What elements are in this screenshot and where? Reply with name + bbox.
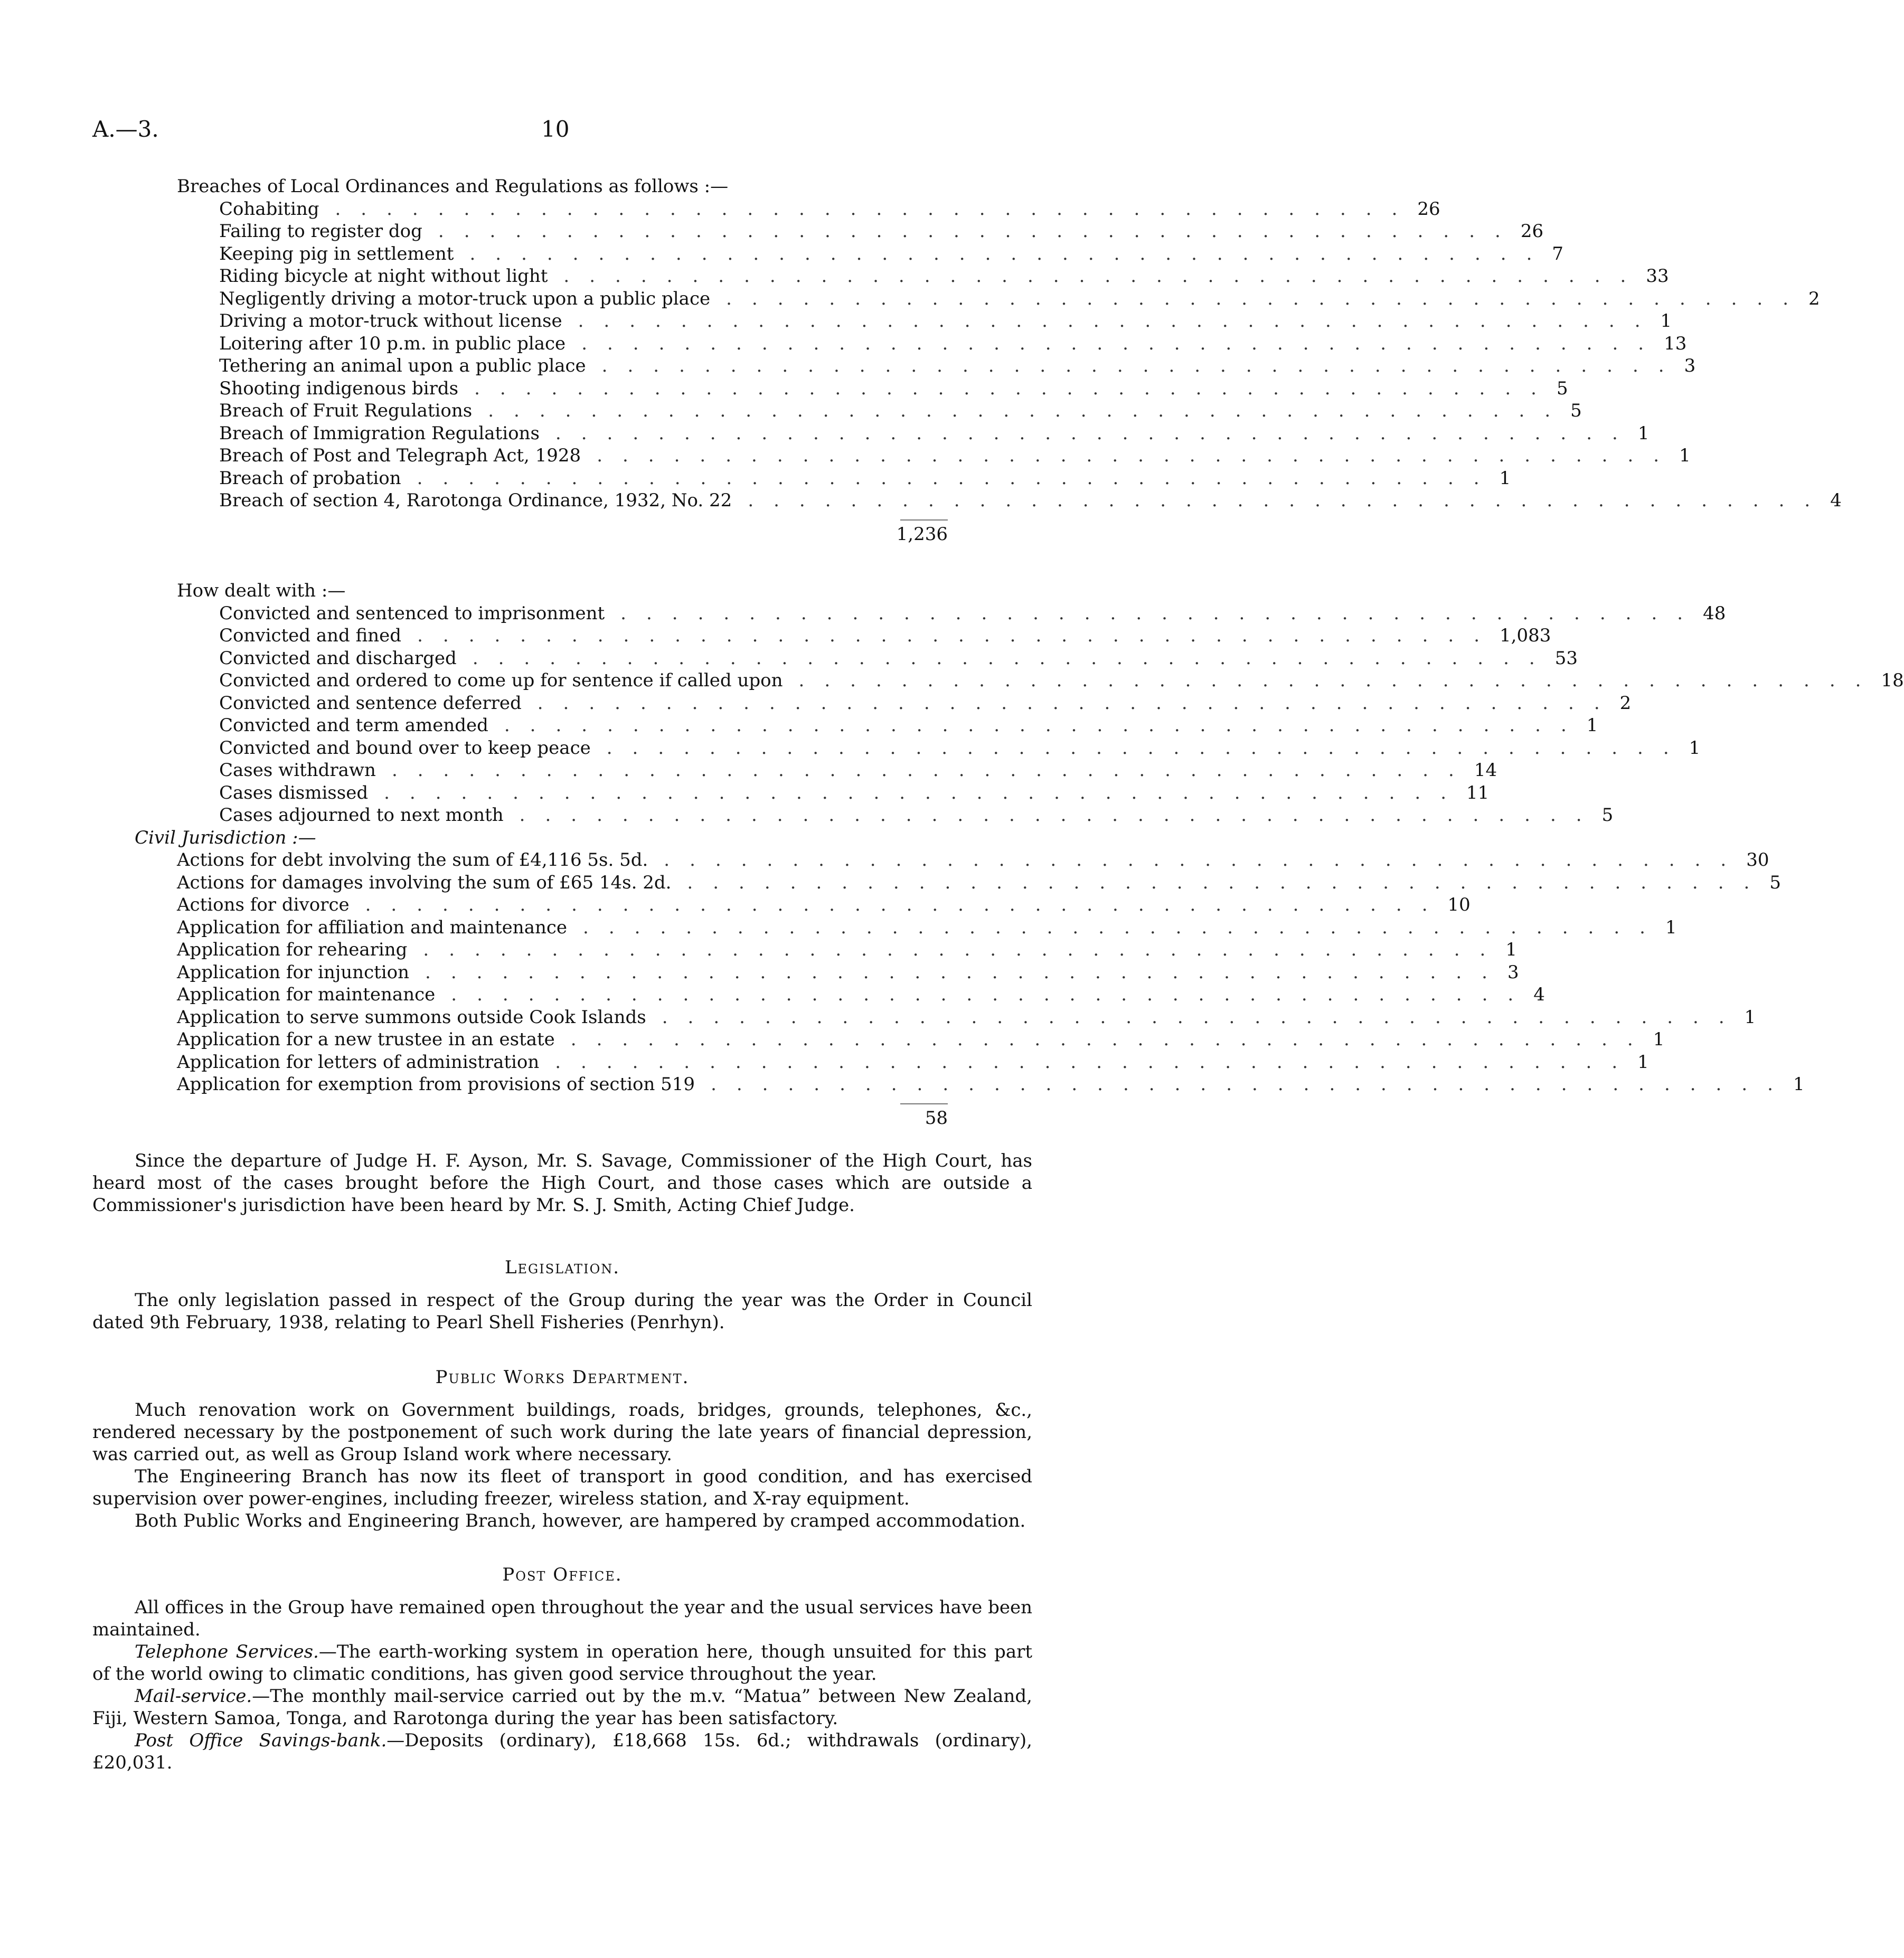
legislation-heading: Legislation. [504,1257,620,1278]
table-row [92,243,1564,266]
public-works-heading: Public Works Department. [435,1367,690,1388]
civil-rows [92,849,1805,1096]
leader-dots: .......................................... [417,625,1500,646]
row-value: 2 [1619,692,1632,714]
row-label: Application for letters of administration [177,1051,540,1073]
row-label: Cases adjourned to next month [219,805,504,826]
row-value: 1 [1653,1029,1665,1050]
dealt-table [92,580,1904,1132]
leader-dots: .......................................... [662,1006,1745,1028]
telephone-paragraph [92,1641,1032,1685]
row-label: Convicted and sentenced to imprisonment [219,602,605,624]
row-label: Application for rehearing [177,939,408,960]
table-row [92,1006,1756,1029]
row-label: Failing to register dog [219,221,422,242]
row-value: 3 [1507,961,1519,983]
leader-dots: .......................................... [748,490,1831,511]
post-office-intro: All offices in the Group have remained open throughout the year and the usual services have been maintained. [92,1597,1032,1640]
row-label: Cohabiting [219,198,319,220]
legislation-text: The only legislation passed in respect of the Group during the year was the Order in Council dated 9th February, 1938, relating to Pearl Shell Fisheries (Penrhyn). [92,1290,1032,1333]
row-label: Breach of Post and Telegraph Act, 1928 [219,445,581,466]
leader-dots: .......................................... [365,894,1448,915]
row-label: Actions for debt involving the sum of £4,116 5s. 5d. [177,849,648,871]
document-reference: A.—3. [92,116,159,142]
leader-dots: .......................................... [472,647,1555,669]
leader-dots: .......................................... [438,221,1521,242]
civil-total: 58 [925,1107,948,1129]
row-value: 7 [1552,243,1564,264]
row-value: 53 [1554,647,1578,669]
leader-dots: .......................................... [563,266,1646,287]
leader-dots: .......................................... [519,805,1602,826]
table-row [92,714,1598,737]
judge-paragraph: Since the departure of Judge H. F. Ayson, Mr. S. Savage, Commissioner of the High Court, has heard most of the cases brought before the High Court, and those cases which are outside a Commissioner's jurisdiction have been heard by Mr. S. J. Smith, Acting Chief Judge. [92,1150,1032,1216]
row-value: 1 [1665,916,1677,938]
row-label: Cases withdrawn [219,760,376,781]
row-value: 1,083 [1500,625,1551,646]
row-value: 3 [1684,355,1696,376]
table-row [92,647,1578,670]
row-value: 30 [1746,849,1769,871]
table-row [92,1073,1805,1096]
leader-dots: .......................................... [384,782,1467,803]
leader-dots: .......................................... [391,760,1474,781]
row-value: 33 [1646,266,1669,287]
row-label: Breach of Fruit Regulations [219,400,473,421]
row-value: 14 [1474,760,1497,781]
row-value: 11 [1466,782,1490,803]
table-row [92,444,1691,467]
table-row [92,288,1820,310]
row-label: Convicted and ordered to come up for sentence if called upon [219,670,783,691]
row-value: 48 [1703,602,1726,624]
telephone-text: —The earth-working system in operation here, though unsuited for this part of the world owing to climatic conditions, has given good service throughout the year. [92,1641,1033,1685]
legislation-section [92,1256,1032,1333]
row-value: 4 [1533,984,1545,1005]
row-label: Tethering an animal upon a public place [219,355,586,376]
row-label: Application for maintenance [177,984,436,1005]
row-label: Breach of probation [219,467,401,489]
leader-dots: .......................................... [417,467,1500,489]
breaches-total: 1,236 [896,523,948,545]
table-row [92,333,1687,355]
public-works-para-3: Both Public Works and Engineering Branch, however, are hampered by cramped accommodation. [135,1510,1026,1531]
page-number: 10 [541,116,570,142]
table-row [92,983,1545,1006]
row-label: Convicted and fined [219,625,402,646]
mail-label: Mail-service. [135,1686,252,1707]
leader-dots: .......................................... [570,1029,1653,1050]
table-row [92,669,1904,692]
leader-dots: .......................................... [578,310,1661,332]
civil-heading: Civil Jurisdiction :— [135,827,316,848]
public-works-para-2: The Engineering Branch has now its fleet of transport in good condition, and has exercised supervision over power-engines, including freezer, wireless station, and X-ray equipment. [92,1466,1032,1509]
leader-dots: .......................................... [664,849,1747,871]
row-value: 5 [1570,400,1582,421]
dealt-rows [92,602,1904,827]
table-row [92,422,1649,445]
telephone-label: Telephone Services. [135,1641,319,1662]
leader-dots: .......................................... [335,198,1418,220]
row-label: Riding bicycle at night without light [219,266,548,287]
savings-label: Post Office Savings-bank. [135,1730,387,1751]
leader-dots: .......................................... [687,872,1770,893]
dealt-heading: How dealt with :— [177,580,346,601]
table-row [92,198,1440,221]
table-row [92,400,1582,422]
table-row [92,872,1781,894]
row-label: Application for exemption from provisions of section 519 [177,1074,695,1095]
table-row [92,220,1544,243]
row-value: 5 [1601,805,1614,826]
public-works-para-1: Much renovation work on Government buildings, roads, bridges, grounds, telephones, &c., rendered necessary by the postponement of such work during the late years of financial depression, was carried out, as well as Group Island work where necessary. [92,1399,1032,1465]
row-label: Actions for damages involving the sum of £65 14s. 2d. [177,872,672,893]
row-value: 18 [1881,670,1904,691]
table-row [92,961,1519,984]
leader-dots: .......................................... [469,243,1552,264]
row-value: 1 [1505,939,1517,960]
table-row [92,804,1614,827]
leader-dots: .......................................... [555,422,1638,444]
table-row [92,692,1632,715]
row-value: 1 [1637,1051,1649,1073]
savings-text: —Deposits (ordinary), £18,668 15s. 6d.; withdrawals (ordinary), £20,031. [92,1730,1032,1773]
post-office-heading: Post Office. [502,1564,623,1585]
row-label: Shooting indigenous birds [219,377,459,399]
row-value: 1 [1586,715,1598,736]
row-value: 10 [1447,894,1471,915]
row-label: Actions for divorce [177,894,350,915]
leader-dots: .......................................... [583,916,1665,938]
row-value: 5 [1556,377,1568,399]
row-label: Convicted and bound over to keep peace [219,737,591,759]
row-label: Application for affiliation and maintenance [177,916,568,938]
leader-dots: .......................................... [451,984,1534,1005]
row-label: Keeping pig in settlement [219,243,454,264]
row-label: Negligently driving a motor-truck upon a public place [219,288,711,309]
mail-paragraph [92,1685,1032,1729]
row-value: 1 [1499,467,1511,489]
row-label: Breach of section 4, Rarotonga Ordinance, 1932, No. 22 [219,490,732,511]
leader-dots: .......................................... [488,400,1571,421]
leader-dots: .......................................... [597,445,1680,466]
table-row [92,1028,1665,1051]
table-row [92,782,1490,805]
table-row [92,625,1551,647]
table-row [92,602,1726,625]
row-value: 4 [1830,490,1842,511]
leader-dots: .......................................... [474,377,1557,399]
row-value: 26 [1520,221,1544,242]
table-row [92,894,1471,916]
table-row [92,377,1568,400]
row-label: Breach of Immigration Regulations [219,422,540,444]
leader-dots: .......................................... [537,692,1620,714]
row-label: Driving a motor-truck without license [219,310,562,332]
leader-dots: .......................................... [601,355,1684,376]
breaches-table [92,175,1842,548]
row-value: 1 [1660,310,1672,332]
savings-paragraph [92,1729,1032,1774]
row-value: 1 [1689,737,1701,759]
row-value: 2 [1808,288,1820,309]
table-row [92,310,1672,333]
leader-dots: .......................................... [555,1051,1638,1073]
table-row [92,939,1517,961]
row-label: Application to serve summons outside Cook Islands [177,1006,646,1028]
public-works-section [92,1366,1032,1532]
leader-dots: .......................................... [798,670,1881,691]
row-value: 1 [1744,1006,1756,1028]
breaches-rows [92,198,1842,512]
row-label: Convicted and term amended [219,715,488,736]
breaches-heading: Breaches of Local Ordinances and Regulations as follows :— [177,176,729,197]
leader-dots: .......................................... [711,1074,1793,1095]
row-label: Convicted and sentence deferred [219,692,522,714]
row-label: Loitering after 10 p.m. in public place [219,333,566,354]
row-label: Cases dismissed [219,782,369,803]
leader-dots: .......................................... [425,961,1507,983]
leader-dots: .......................................... [620,602,1703,624]
leader-dots: .......................................... [581,333,1664,354]
table-row [92,265,1669,288]
leader-dots: .......................................... [726,288,1809,309]
row-value: 5 [1769,872,1781,893]
table-row [92,737,1701,760]
table-row [92,489,1842,512]
row-value: 1 [1793,1074,1805,1095]
table-row [92,1051,1649,1074]
judge-paragraph-block [92,1150,1032,1216]
table-row [92,467,1511,490]
table-row [92,355,1696,377]
row-value: 13 [1664,333,1687,354]
row-value: 26 [1417,198,1440,220]
row-label: Application for injunction [177,961,410,983]
mail-text: —The monthly mail-service carried out by the m.v. “Matua” between New Zealand, Fiji, Western Samoa, Tonga, and Rarotonga during the year has been satisfactory. [92,1686,1032,1729]
table-row [92,916,1677,939]
table-row [92,759,1497,782]
row-value: 1 [1637,422,1649,444]
leader-dots: .......................................... [606,737,1689,759]
leader-dots: .......................................... [423,939,1506,960]
table-row [92,849,1769,872]
row-value: 1 [1679,445,1691,466]
row-label: Convicted and discharged [219,647,457,669]
leader-dots: .......................................... [504,715,1587,736]
post-office-section [92,1564,1032,1774]
row-label: Application for a new trustee in an estate [177,1029,555,1050]
